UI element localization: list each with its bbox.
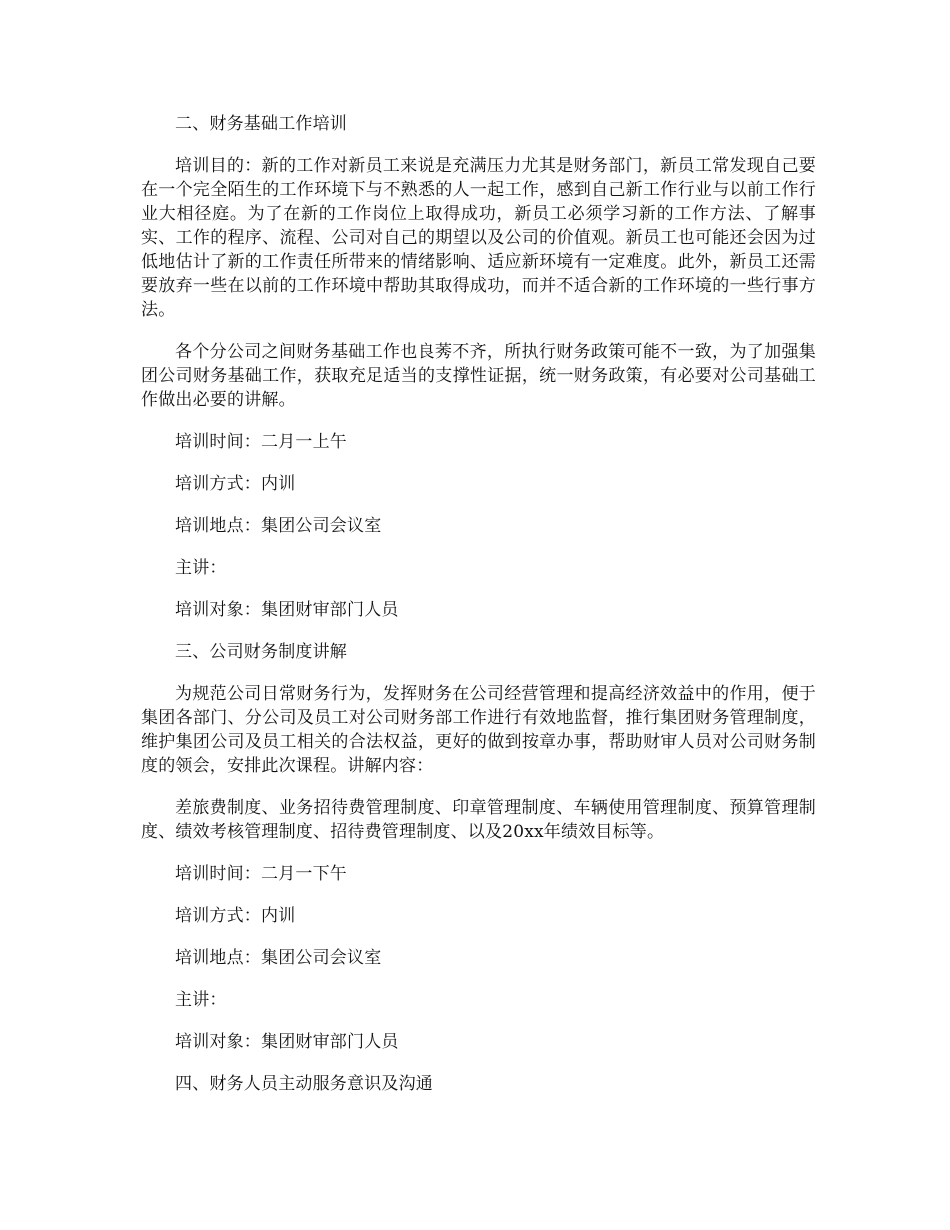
training-speaker: 主讲： bbox=[175, 990, 227, 1010]
training-method: 培训方式：内训 bbox=[175, 474, 296, 494]
training-location: 培训地点：集团公司会议室 bbox=[175, 948, 382, 968]
finance-policy-paragraph: 为规范公司日常财务行为，发挥财务在公司经营管理和提高经济效益中的作用，便于集团各部门、分公司及员工对公司财务部工作进行有效地监督，推行集团财务管理制度，维护集团公司及员工相关的合法权益，更好的做到按章办事，帮助财审人员对公司财务制度的领会，安排此次课程。讲解内容： bbox=[141, 684, 816, 776]
branch-finance-paragraph: 各个分公司之间财务基础工作也良莠不齐，所执行财务政策可能不一致，为了加强集团公司财务基础工作，获取充足适当的支撑性证据，统一财务政策，有必要对公司基础工作做出必要的讲解。 bbox=[141, 342, 816, 410]
training-time: 培训时间：二月一下午 bbox=[175, 864, 347, 884]
section-heading-finance-policy: 三、公司财务制度讲解 bbox=[175, 642, 347, 662]
section-heading-finance-basics: 二、财务基础工作培训 bbox=[175, 114, 347, 134]
policy-content-paragraph: 差旅费制度、业务招待费管理制度、印章管理制度、车辆使用管理制度、预算管理制度、绩效考核管理制度、招待费管理制度、以及20xx年绩效目标等。 bbox=[141, 798, 816, 842]
training-speaker: 主讲： bbox=[175, 558, 227, 578]
section-heading-service-awareness: 四、财务人员主动服务意识及沟通 bbox=[175, 1074, 433, 1094]
training-audience: 培训对象：集团财审部门人员 bbox=[175, 600, 399, 620]
document-body bbox=[141, 112, 816, 1114]
training-location: 培训地点：集团公司会议室 bbox=[175, 516, 382, 536]
training-purpose-paragraph: 培训目的：新的工作对新员工来说是充满压力尤其是财务部门，新员工常发现自己要在一个完全陌生的工作环境下与不熟悉的人一起工作，感到自己新工作行业与以前工作行业大相径庭。为了在新的工作岗位上取得成功，新员工必须学习新的工作方法、了解事实、工作的程序、流程、公司对自己的期望以及公司的价值观。新员工也可能还会因为过低地估计了新的工作责任所带来的情绪影响、适应新环境有一定难度。此外，新员工还需要放弃一些在以前的工作环境中帮助其取得成功，而并不适合新的工作环境的一些行事方法。 bbox=[141, 156, 816, 320]
training-audience: 培训对象：集团财审部门人员 bbox=[175, 1032, 399, 1052]
training-method: 培训方式：内训 bbox=[175, 906, 296, 926]
training-time: 培训时间：二月一上午 bbox=[175, 432, 347, 452]
